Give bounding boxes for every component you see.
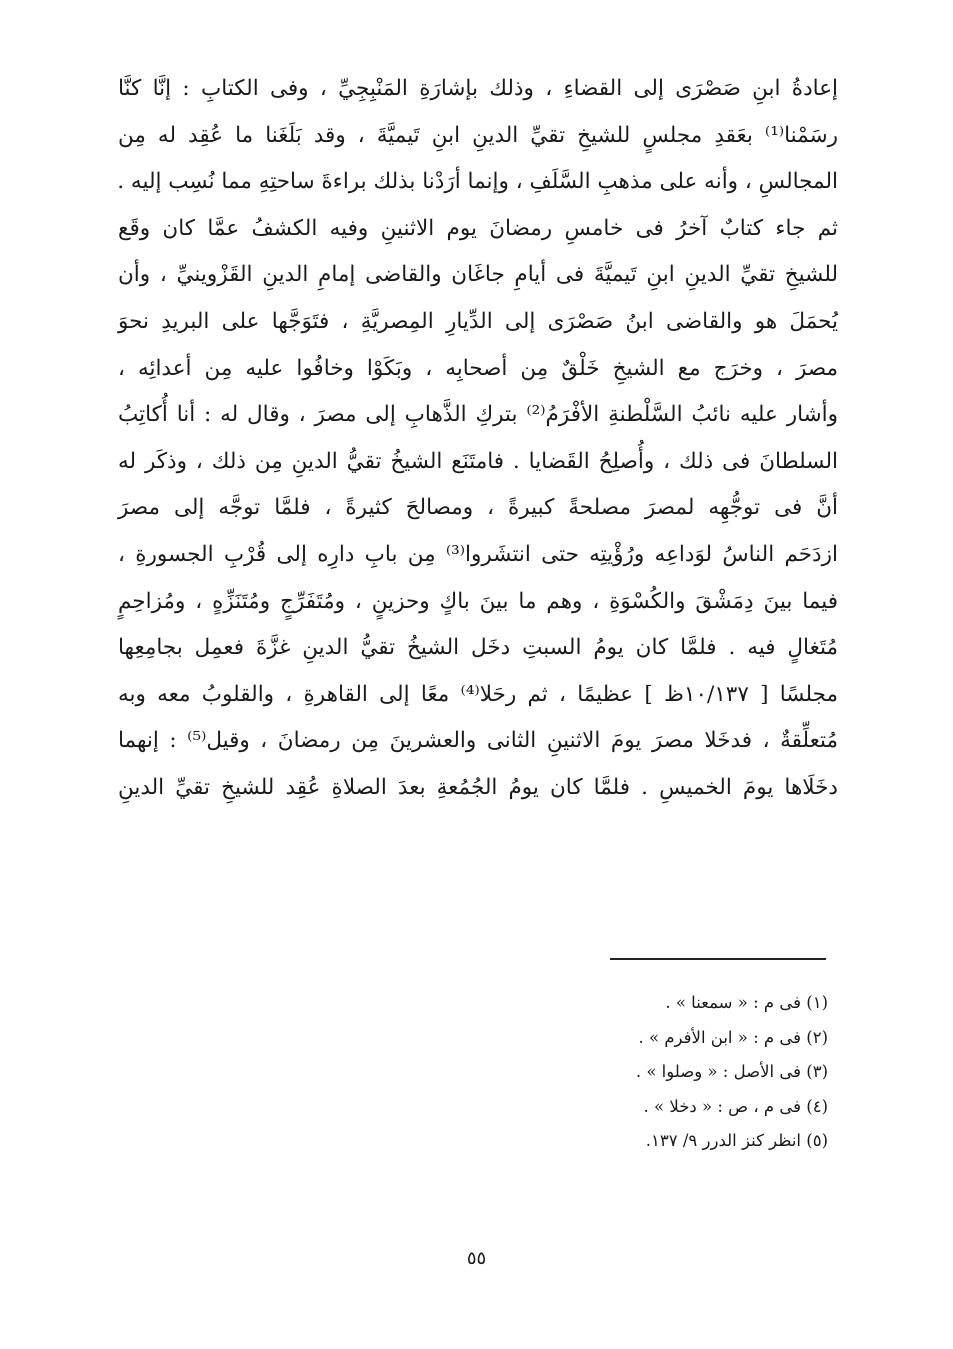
footnote-separator: [610, 958, 826, 960]
text-line-3: المجالسِ ، وأنه على مذهبِ السَّلَفِ ، وإنما أرَدْنا بذلك براءةَ ساحتِهِ مما نُسِب إليه .: [117, 169, 838, 195]
text-line-16: دخَلَاها يومَ الخميسِ . فلمَّا كان يومُ الجُمُعةِ بعدَ الصلاةِ عُقِد للشيخِ تقيِّ الدينِ: [118, 774, 838, 800]
footnotes: [408, 986, 828, 1159]
text-line-10: أنَّ فى توجُّهِه لمصرَ مصلحةً كبيرةً ، ومصالحَ كثيرةً ، فلمَّا توجَّه إلى مصرَ: [118, 495, 838, 521]
page-number: ٥٥: [466, 1248, 487, 1269]
text-line-8: وأشار عليه نائبُ السَّلْطنةِ الأفْرَمُ⁽²⁾ بتركِ الذَّهابِ إلى مصرَ ، وقال له : أنا أُكاتِبُ: [118, 402, 838, 428]
text-line-15: مُتعلِّقةٌ ، فدخَلا مصرَ يومَ الاثنينِ الثانى والعشرينَ مِن رمضانَ ، وقيل⁽⁵⁾ : إنهما: [118, 728, 838, 754]
text-line-12: فيما بينَ دِمَشْقَ والكُسْوَةِ ، وهم ما بينَ باكٍ وحزينٍ ، ومُتَفَرِّجٍ ومُتَنَزِّهٍ ، ومُزاحِمٍ: [118, 588, 838, 614]
text-line-9: السلطانَ فى ذلك ، وأُصلِحُ القَضايا . فامتَنَع الشيخُ تقيُّ الدينِ مِن ذلك ، وذكَر له: [118, 448, 838, 474]
text-line-2: رسَمْنا⁽¹⁾ بعَقدِ مجلسٍ للشيخِ تقيِّ الدينِ ابنِ تَيميَّةَ ، وقد بَلَغَنا ما عُقِد له مِن: [118, 122, 838, 148]
footnote-1: (١) فى م : « سمعنا » .: [665, 993, 828, 1012]
text-line-7: مصرَ ، وخرَج مع الشيخِ خَلْقٌ مِن أصحابِه ، وبَكَوْا وخافُوا عليه مِن أعدائِه ،: [118, 355, 838, 381]
text-line-1: إعادةُ ابنِ صَصْرَى إلى القضاءِ ، وذلك بإشارَةِ المَنْبِجِيِّ ، وفى الكتابِ : إنَّا كنَّا: [118, 76, 838, 101]
text-line-14: مجلسًا [ ١٠/١٣٧ظ ] عظيمًا ، ثم رحَلا⁽⁴⁾ معًا إلى القاهرةِ ، والقلوبُ معه وبه: [118, 681, 838, 707]
text-line-5: للشيخِ تقيِّ الدينِ ابنِ تَيميَّةَ فى أيامِ جاغَان والقاضى إمامِ الدينِ القَزْوينيِّ ، وأن: [118, 262, 838, 288]
footnote-3: (٣) فى الأصل : « وصلوا » .: [635, 1062, 828, 1081]
footnote-4: (٤) فى م ، ص : « دخلا » .: [643, 1096, 828, 1116]
text-line-6: يُحمَلَ هو والقاضى ابنُ صَصْرَى إلى الدِّيارِ المِصريَّةِ ، فتَوَجَّها على البريدِ نحوَ: [118, 308, 838, 334]
main-text: [118, 66, 838, 812]
footnote-2: (٢) فى م : « ابن الأفرم » .: [638, 1027, 828, 1047]
text-line-4: ثم جاء كتابٌ آخرُ فى خامسِ رمضانَ يوم الاثنينِ وفيه الكشفُ عمَّا كان وقَع: [118, 215, 838, 241]
text-line-13: مُتَغالٍ فيه . فلمَّا كان يومُ السبتِ دخَل الشيخُ تقيُّ الدينِ غزَّةَ فعمِل بجامِعِها: [118, 635, 838, 661]
text-line-11: ازدَحَم الناسُ لوَداعِه ورُؤْيتِه حتى انتشَروا⁽³⁾ مِن بابِ دارِه إلى قُرْبِ الجسورةِ ،: [118, 541, 838, 567]
footnote-5: (٥) انظر كنز الدرر ٩/ ١٣٧.: [645, 1131, 828, 1150]
